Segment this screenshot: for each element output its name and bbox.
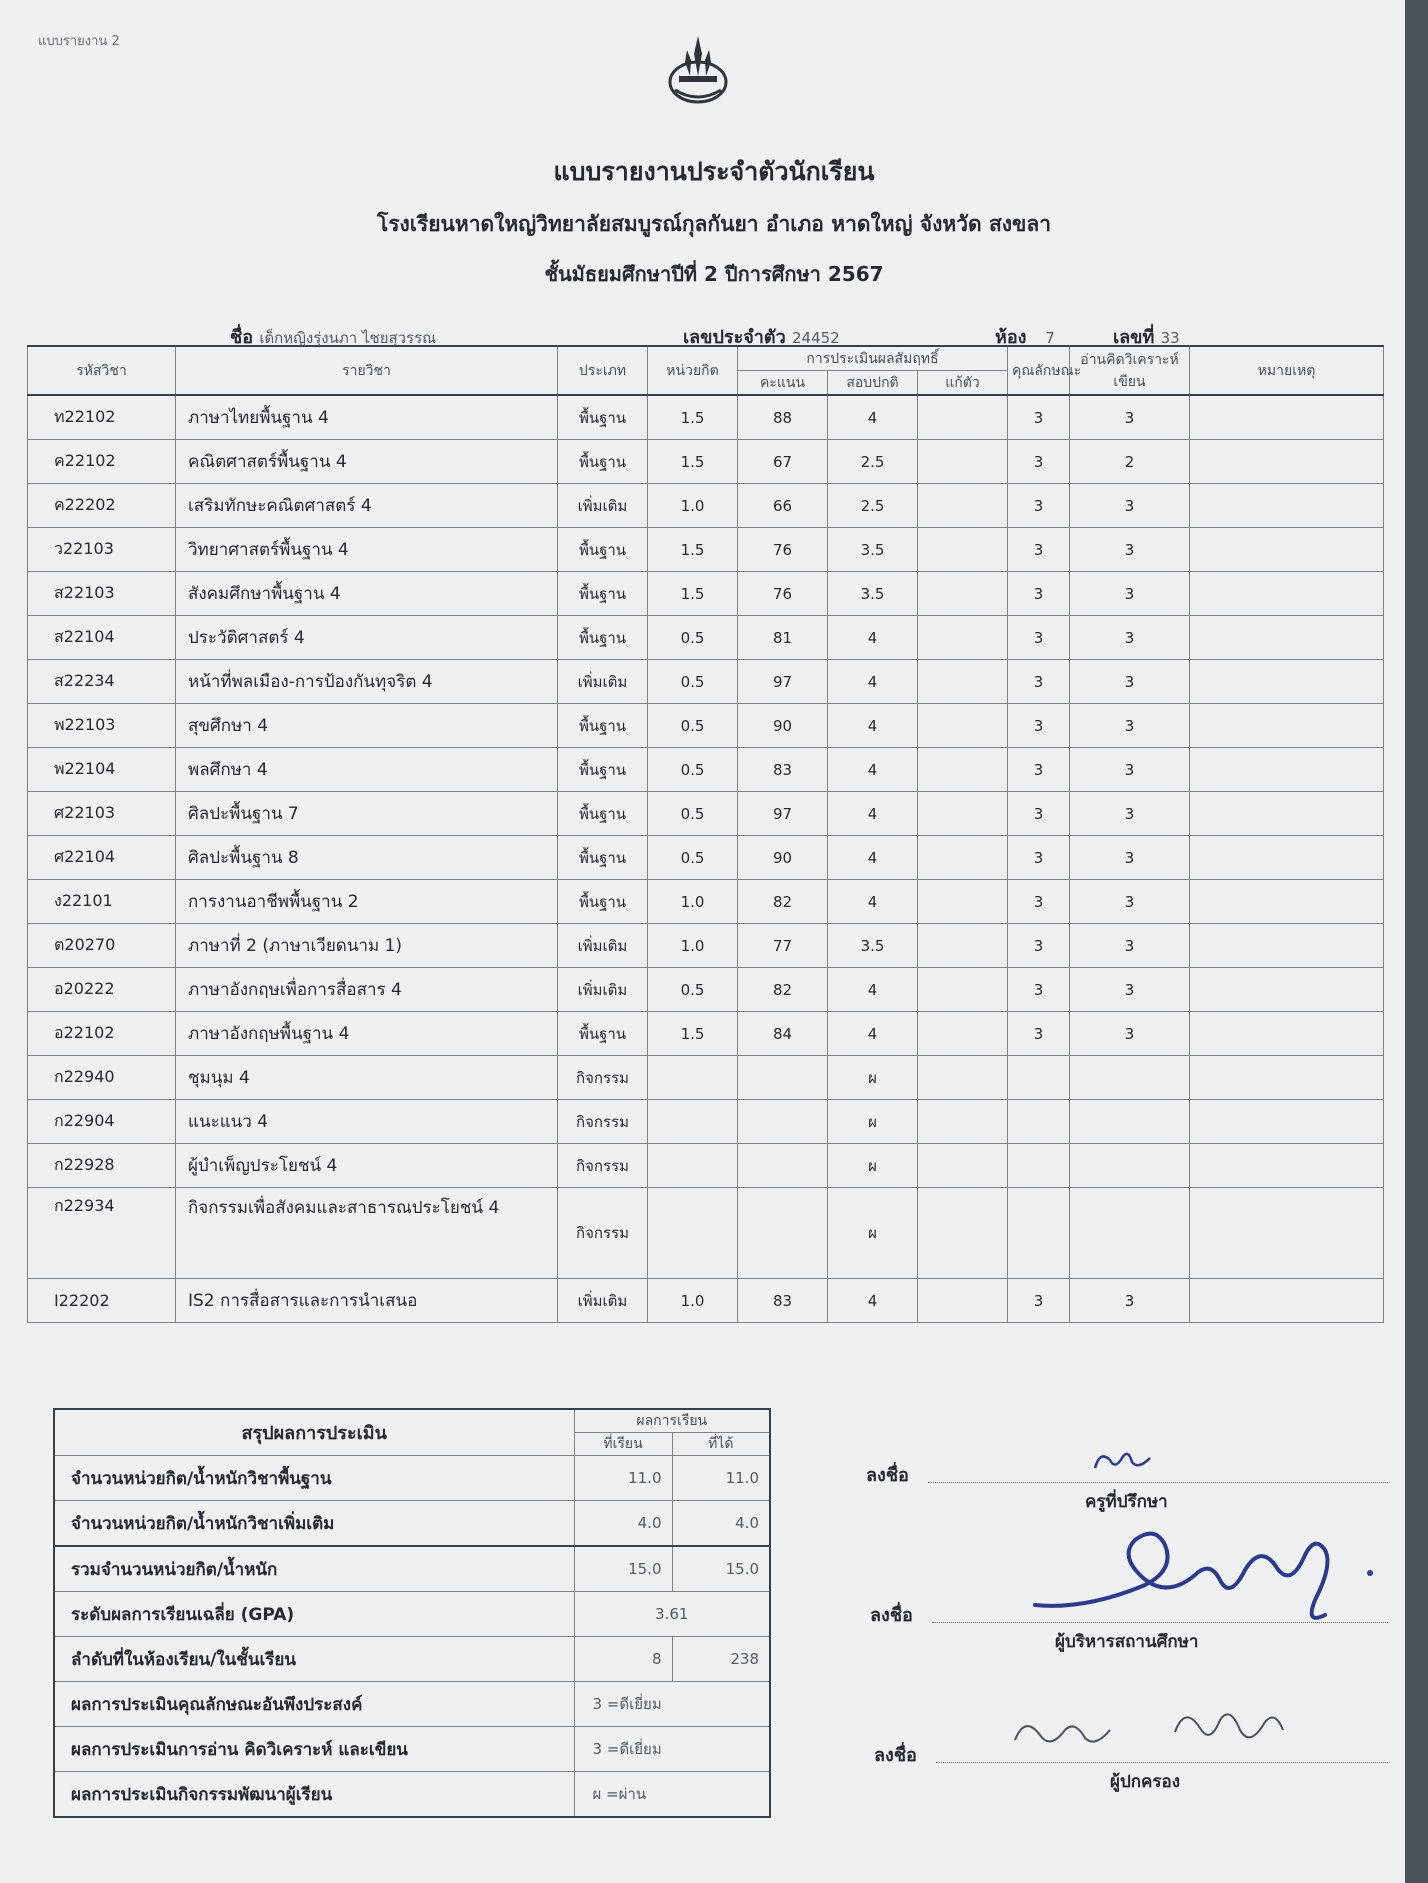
subject-grade: ผ [828, 1100, 918, 1144]
subject-name: ผู้บำเพ็ญประโยชน์ 4 [176, 1144, 558, 1188]
header-note: หมายเหตุ [1190, 346, 1384, 395]
subject-retake [918, 968, 1008, 1012]
subject-name: ชุมนุม 4 [176, 1056, 558, 1100]
subject-type: พื้นฐาน [558, 748, 648, 792]
subject-type: พื้นฐาน [558, 880, 648, 924]
subject-name: ประวัติศาสตร์ 4 [176, 616, 558, 660]
subject-score: 81 [738, 616, 828, 660]
subject-character: 3 [1008, 704, 1070, 748]
subject-credits: 1.0 [648, 1279, 738, 1323]
subject-grade: ผ [828, 1144, 918, 1188]
subject-character: 3 [1008, 792, 1070, 836]
basic-credits-label: จำนวนหน่วยกิต/น้ำหนักวิชาพื้นฐาน [54, 1456, 574, 1501]
subject-name: ภาษาอังกฤษพื้นฐาน 4 [176, 1012, 558, 1056]
subject-score: 90 [738, 704, 828, 748]
gpa-label: ระดับผลการเรียนเฉลี่ย (GPA) [54, 1592, 574, 1637]
subject-code: ท22102 [28, 395, 176, 440]
activity-value: ผ =ผ่าน [574, 1772, 770, 1818]
subject-retake [918, 1056, 1008, 1100]
subject-grade: 4 [828, 1012, 918, 1056]
subject-type: พื้นฐาน [558, 395, 648, 440]
subject-code: พ22103 [28, 704, 176, 748]
subject-character: 3 [1008, 924, 1070, 968]
subject-retake [918, 1144, 1008, 1188]
subject-character: 3 [1008, 1279, 1070, 1323]
subject-grade: 3.5 [828, 924, 918, 968]
subject-type: เพิ่มเติม [558, 968, 648, 1012]
subject-type: พื้นฐาน [558, 528, 648, 572]
subject-reading [1070, 1056, 1190, 1100]
subject-character: 3 [1008, 395, 1070, 440]
subject-character: 3 [1008, 616, 1070, 660]
subject-credits: 0.5 [648, 748, 738, 792]
subject-code: ศ22103 [28, 792, 176, 836]
subject-code: ส22234 [28, 660, 176, 704]
subject-reading: 3 [1070, 1279, 1190, 1323]
summary-row-rank [54, 1637, 770, 1682]
subject-character: 3 [1008, 968, 1070, 1012]
summary-title: สรุปผลการประเมิน [54, 1409, 574, 1456]
extra-credits-studied: 4.0 [574, 1501, 672, 1547]
subject-note [1190, 616, 1384, 660]
activity-label: ผลการประเมินกิจกรรมพัฒนาผู้เรียน [54, 1772, 574, 1818]
subject-score: 76 [738, 528, 828, 572]
director-role: ผู้บริหารสถานศึกษา [1055, 1632, 1199, 1652]
subject-character: 3 [1008, 660, 1070, 704]
subject-type: พื้นฐาน [558, 1012, 648, 1056]
subject-name: ภาษาไทยพื้นฐาน 4 [176, 395, 558, 440]
total-credits-earned: 15.0 [672, 1546, 770, 1592]
subject-name: ศิลปะพื้นฐาน 8 [176, 836, 558, 880]
subject-character: 3 [1008, 440, 1070, 484]
subject-type: พื้นฐาน [558, 704, 648, 748]
subject-score [738, 1144, 828, 1188]
subject-retake [918, 395, 1008, 440]
subject-code: ส22103 [28, 572, 176, 616]
subject-retake [918, 1279, 1008, 1323]
table-row [28, 748, 1384, 792]
table-row [28, 395, 1384, 440]
table-row [28, 1144, 1384, 1188]
subject-note [1190, 1279, 1384, 1323]
subject-character: 3 [1008, 880, 1070, 924]
table-row [28, 924, 1384, 968]
table-row [28, 440, 1384, 484]
subject-retake [918, 616, 1008, 660]
subject-retake [918, 924, 1008, 968]
subject-score: 66 [738, 484, 828, 528]
form-code: แบบรายงาน 2 [38, 34, 120, 49]
subject-character [1008, 1100, 1070, 1144]
subject-credits: 1.0 [648, 484, 738, 528]
subject-code: ศ22104 [28, 836, 176, 880]
rank-in-class: 8 [574, 1637, 672, 1682]
subject-character: 3 [1008, 572, 1070, 616]
subject-note [1190, 528, 1384, 572]
table-row [28, 1279, 1384, 1323]
parent-sign-line [936, 1762, 1388, 1763]
subject-character [1008, 1056, 1070, 1100]
subject-credits: 1.5 [648, 395, 738, 440]
subject-name: IS2 การสื่อสารและการนำเสนอ [176, 1279, 558, 1323]
subject-retake [918, 572, 1008, 616]
total-credits-label: รวมจำนวนหน่วยกิต/น้ำหนัก [54, 1546, 574, 1592]
subject-name: กิจกรรมเพื่อสังคมและสาธารณประโยชน์ 4 [176, 1188, 558, 1279]
subject-code: ก22934 [28, 1188, 176, 1279]
subject-credits: 1.5 [648, 440, 738, 484]
subject-note [1190, 880, 1384, 924]
subject-name: วิทยาศาสตร์พื้นฐาน 4 [176, 528, 558, 572]
subject-type: พื้นฐาน [558, 616, 648, 660]
subject-score: 82 [738, 880, 828, 924]
total-credits-studied: 15.0 [574, 1546, 672, 1592]
number-value: 33 [1160, 329, 1180, 347]
subject-retake [918, 440, 1008, 484]
subject-note [1190, 395, 1384, 440]
room-label: ห้อง [995, 327, 1027, 348]
character-value: 3 =ดีเยี่ยม [574, 1682, 770, 1727]
subject-grade: 4 [828, 660, 918, 704]
document-title: แบบรายงานประจำตัวนักเรียน [553, 157, 875, 186]
extra-credits-earned: 4.0 [672, 1501, 770, 1547]
subject-credits: 1.5 [648, 1012, 738, 1056]
subject-type: เพิ่มเติม [558, 924, 648, 968]
header-character: คุณลักษณะ [1008, 346, 1070, 395]
subject-note [1190, 484, 1384, 528]
subject-credits: 1.5 [648, 528, 738, 572]
summary-row-gpa [54, 1592, 770, 1637]
parent-role: ผู้ปกครอง [1110, 1772, 1181, 1792]
extra-credits-label: จำนวนหน่วยกิต/น้ำหนักวิชาเพิ่มเติม [54, 1501, 574, 1547]
subject-score: 76 [738, 572, 828, 616]
subject-code: ส22104 [28, 616, 176, 660]
summary-row-extra [54, 1501, 770, 1547]
subject-credits: 0.5 [648, 836, 738, 880]
grades-table [27, 345, 1384, 1323]
table-row [28, 836, 1384, 880]
subject-note [1190, 924, 1384, 968]
subject-character [1008, 1188, 1070, 1279]
subject-credits [648, 1144, 738, 1188]
subject-retake [918, 484, 1008, 528]
subject-score: 84 [738, 1012, 828, 1056]
subject-grade: 4 [828, 748, 918, 792]
subject-reading [1070, 1188, 1190, 1279]
subject-code: พ22104 [28, 748, 176, 792]
subject-reading: 3 [1070, 572, 1190, 616]
subject-retake [918, 792, 1008, 836]
table-row [28, 572, 1384, 616]
subject-retake [918, 1012, 1008, 1056]
subject-score: 90 [738, 836, 828, 880]
subject-type: กิจกรรม [558, 1144, 648, 1188]
subject-reading [1070, 1100, 1190, 1144]
subject-name: หน้าที่พลเมือง-การป้องกันทุจริต 4 [176, 660, 558, 704]
subject-code: อ20222 [28, 968, 176, 1012]
subject-credits [648, 1100, 738, 1144]
subject-name: พลศึกษา 4 [176, 748, 558, 792]
subject-retake [918, 836, 1008, 880]
subject-reading: 3 [1070, 660, 1190, 704]
summary-row-activity [54, 1772, 770, 1818]
summary-group-header: ผลการเรียน [574, 1409, 770, 1433]
header-code: รหัสวิชา [28, 346, 176, 395]
subject-code: ต20270 [28, 924, 176, 968]
subject-type: พื้นฐาน [558, 440, 648, 484]
subject-character [1008, 1144, 1070, 1188]
subject-code: ก22940 [28, 1056, 176, 1100]
parent-sign-label: ลงชื่อ [874, 1745, 917, 1766]
subject-credits: 0.5 [648, 792, 738, 836]
header-type: ประเภท [558, 346, 648, 395]
subject-credits [648, 1188, 738, 1279]
subject-grade: 3.5 [828, 528, 918, 572]
subject-name: ภาษาที่ 2 (ภาษาเวียดนาม 1) [176, 924, 558, 968]
header-credits: หน่วยกิต [648, 346, 738, 395]
subject-credits: 1.0 [648, 924, 738, 968]
subject-retake [918, 880, 1008, 924]
table-row [28, 616, 1384, 660]
subject-reading: 3 [1070, 528, 1190, 572]
subject-character: 3 [1008, 836, 1070, 880]
subject-credits: 1.0 [648, 880, 738, 924]
student-id: 24452 [791, 329, 840, 347]
subject-note [1190, 748, 1384, 792]
subject-grade: 2.5 [828, 484, 918, 528]
subject-type: กิจกรรม [558, 1056, 648, 1100]
subject-reading: 3 [1070, 1012, 1190, 1056]
subject-score [738, 1188, 828, 1279]
director-sign-label: ลงชื่อ [870, 1605, 913, 1626]
subject-name: ภาษาอังกฤษเพื่อการสื่อสาร 4 [176, 968, 558, 1012]
table-row [28, 1188, 1384, 1279]
header-grade: สอบปกติ [828, 371, 918, 396]
subject-reading: 3 [1070, 792, 1190, 836]
subject-grade: 4 [828, 395, 918, 440]
subject-note [1190, 836, 1384, 880]
subject-reading: 3 [1070, 748, 1190, 792]
header-score: คะแนน [738, 371, 828, 396]
character-label: ผลการประเมินคุณลักษณะอันพึงประสงค์ [54, 1682, 574, 1727]
subject-note [1190, 1012, 1384, 1056]
subject-score: 83 [738, 748, 828, 792]
summary-row-basic [54, 1456, 770, 1501]
summary-col-studied: ที่เรียน [574, 1433, 672, 1456]
table-row [28, 968, 1384, 1012]
subject-reading: 3 [1070, 484, 1190, 528]
subject-code: อ22102 [28, 1012, 176, 1056]
subject-type: พื้นฐาน [558, 836, 648, 880]
subject-score [738, 1056, 828, 1100]
subject-code: I22202 [28, 1279, 176, 1323]
subject-reading: 3 [1070, 616, 1190, 660]
number-label: เลขที่ [1113, 327, 1155, 348]
table-row [28, 880, 1384, 924]
subject-grade: 4 [828, 792, 918, 836]
header-subject: รายวิชา [176, 346, 558, 395]
subject-note [1190, 704, 1384, 748]
subject-reading [1070, 1144, 1190, 1188]
subject-grade: 4 [828, 836, 918, 880]
table-row [28, 1012, 1384, 1056]
table-row [28, 484, 1384, 528]
subject-note [1190, 1056, 1384, 1100]
student-name: เด็กหญิงรุ่งนภา ไชยสุวรรณ [259, 329, 437, 347]
subject-grade: 2.5 [828, 440, 918, 484]
basic-credits-studied: 11.0 [574, 1456, 672, 1501]
subject-code: ก22928 [28, 1144, 176, 1188]
subject-grade: 4 [828, 616, 918, 660]
table-row [28, 1100, 1384, 1144]
subject-retake [918, 704, 1008, 748]
subject-reading: 3 [1070, 395, 1190, 440]
reading-label: ผลการประเมินการอ่าน คิดวิเคราะห์ และเขียน [54, 1727, 574, 1772]
subject-name: คณิตศาสตร์พื้นฐาน 4 [176, 440, 558, 484]
subject-note [1190, 660, 1384, 704]
table-row [28, 792, 1384, 836]
subject-character: 3 [1008, 1012, 1070, 1056]
summary-row-reading [54, 1727, 770, 1772]
school-emblem-icon [665, 32, 731, 108]
table-row [28, 528, 1384, 572]
summary-row-character [54, 1682, 770, 1727]
subject-reading: 2 [1070, 440, 1190, 484]
subject-code: ค22202 [28, 484, 176, 528]
subject-score: 97 [738, 660, 828, 704]
header-reading: อ่านคิดวิเคราะห์เขียน [1070, 346, 1190, 395]
subject-note [1190, 792, 1384, 836]
subject-name: การงานอาชีพพื้นฐาน 2 [176, 880, 558, 924]
subject-grade: 4 [828, 880, 918, 924]
advisor-role: ครูที่ปรึกษา [1085, 1492, 1168, 1512]
director-signature-icon [1025, 1515, 1385, 1635]
subject-credits: 0.5 [648, 704, 738, 748]
subject-code: ง22101 [28, 880, 176, 924]
subject-score: 88 [738, 395, 828, 440]
subject-type: เพิ่มเติม [558, 484, 648, 528]
room-value: 7 [1045, 329, 1055, 347]
subject-credits: 0.5 [648, 616, 738, 660]
table-row [28, 704, 1384, 748]
subject-credits: 0.5 [648, 660, 738, 704]
gpa-value: 3.61 [574, 1592, 770, 1637]
subject-reading: 3 [1070, 968, 1190, 1012]
advisor-sign-label: ลงชื่อ [866, 1465, 909, 1486]
rank-in-grade: 238 [672, 1637, 770, 1682]
school-line: โรงเรียนหาดใหญ่วิทยาลัยสมบูรณ์กุลกันยา อำเภอ หาดใหญ่ จังหวัด สงขลา [376, 212, 1052, 236]
subject-credits [648, 1056, 738, 1100]
advisor-sign-line [928, 1482, 1388, 1483]
header-retake: แก้ตัว [918, 371, 1008, 396]
subject-reading: 3 [1070, 836, 1190, 880]
subject-retake [918, 528, 1008, 572]
subject-reading: 3 [1070, 880, 1190, 924]
subject-type: พื้นฐาน [558, 572, 648, 616]
subject-reading: 3 [1070, 704, 1190, 748]
subject-name: ศิลปะพื้นฐาน 7 [176, 792, 558, 836]
subject-name: สังคมศึกษาพื้นฐาน 4 [176, 572, 558, 616]
subject-note [1190, 1188, 1384, 1279]
subject-retake [918, 748, 1008, 792]
subject-character: 3 [1008, 484, 1070, 528]
subject-retake [918, 660, 1008, 704]
reading-value: 3 =ดีเยี่ยม [574, 1727, 770, 1772]
subject-grade: 4 [828, 968, 918, 1012]
subject-score [738, 1100, 828, 1144]
subject-note [1190, 1100, 1384, 1144]
subject-note [1190, 572, 1384, 616]
subject-grade: 3.5 [828, 572, 918, 616]
subject-note [1190, 1144, 1384, 1188]
subject-retake [918, 1100, 1008, 1144]
subject-score: 83 [738, 1279, 828, 1323]
rank-label: ลำดับที่ในห้องเรียน/ในชั้นเรียน [54, 1637, 574, 1682]
summary-col-earned: ที่ได้ [672, 1433, 770, 1456]
summary-row-total [54, 1546, 770, 1592]
subject-type: กิจกรรม [558, 1100, 648, 1144]
subject-name: แนะแนว 4 [176, 1100, 558, 1144]
header-assessment: การประเมินผลสัมฤทธิ์ [738, 346, 1008, 371]
subject-type: กิจกรรม [558, 1188, 648, 1279]
parent-signature-icon [1005, 1700, 1295, 1760]
subject-grade: 4 [828, 704, 918, 748]
grade-line: ชั้นมัธยมศึกษาปีที่ 2 ปีการศึกษา 2567 [544, 262, 884, 286]
subject-name: สุขศึกษา 4 [176, 704, 558, 748]
advisor-signature-icon [1090, 1440, 1160, 1480]
subject-note [1190, 968, 1384, 1012]
subject-score: 77 [738, 924, 828, 968]
subject-type: พื้นฐาน [558, 792, 648, 836]
subject-code: ว22103 [28, 528, 176, 572]
subject-character: 3 [1008, 528, 1070, 572]
subject-type: เพิ่มเติม [558, 1279, 648, 1323]
subject-score: 97 [738, 792, 828, 836]
basic-credits-earned: 11.0 [672, 1456, 770, 1501]
summary-table [53, 1408, 771, 1818]
subject-score: 67 [738, 440, 828, 484]
subject-grade: 4 [828, 1279, 918, 1323]
table-row [28, 660, 1384, 704]
subject-score: 82 [738, 968, 828, 1012]
subject-credits: 1.5 [648, 572, 738, 616]
subject-character: 3 [1008, 748, 1070, 792]
subject-code: ค22102 [28, 440, 176, 484]
subject-type: เพิ่มเติม [558, 660, 648, 704]
table-row [28, 1056, 1384, 1100]
subject-note [1190, 440, 1384, 484]
subject-reading: 3 [1070, 924, 1190, 968]
subject-code: ก22904 [28, 1100, 176, 1144]
name-label: ชื่อ [230, 327, 254, 348]
subject-grade: ผ [828, 1056, 918, 1100]
subject-grade: ผ [828, 1188, 918, 1279]
subject-credits: 0.5 [648, 968, 738, 1012]
id-label: เลขประจำตัว [683, 327, 786, 348]
subject-retake [918, 1188, 1008, 1279]
subject-name: เสริมทักษะคณิตศาสตร์ 4 [176, 484, 558, 528]
